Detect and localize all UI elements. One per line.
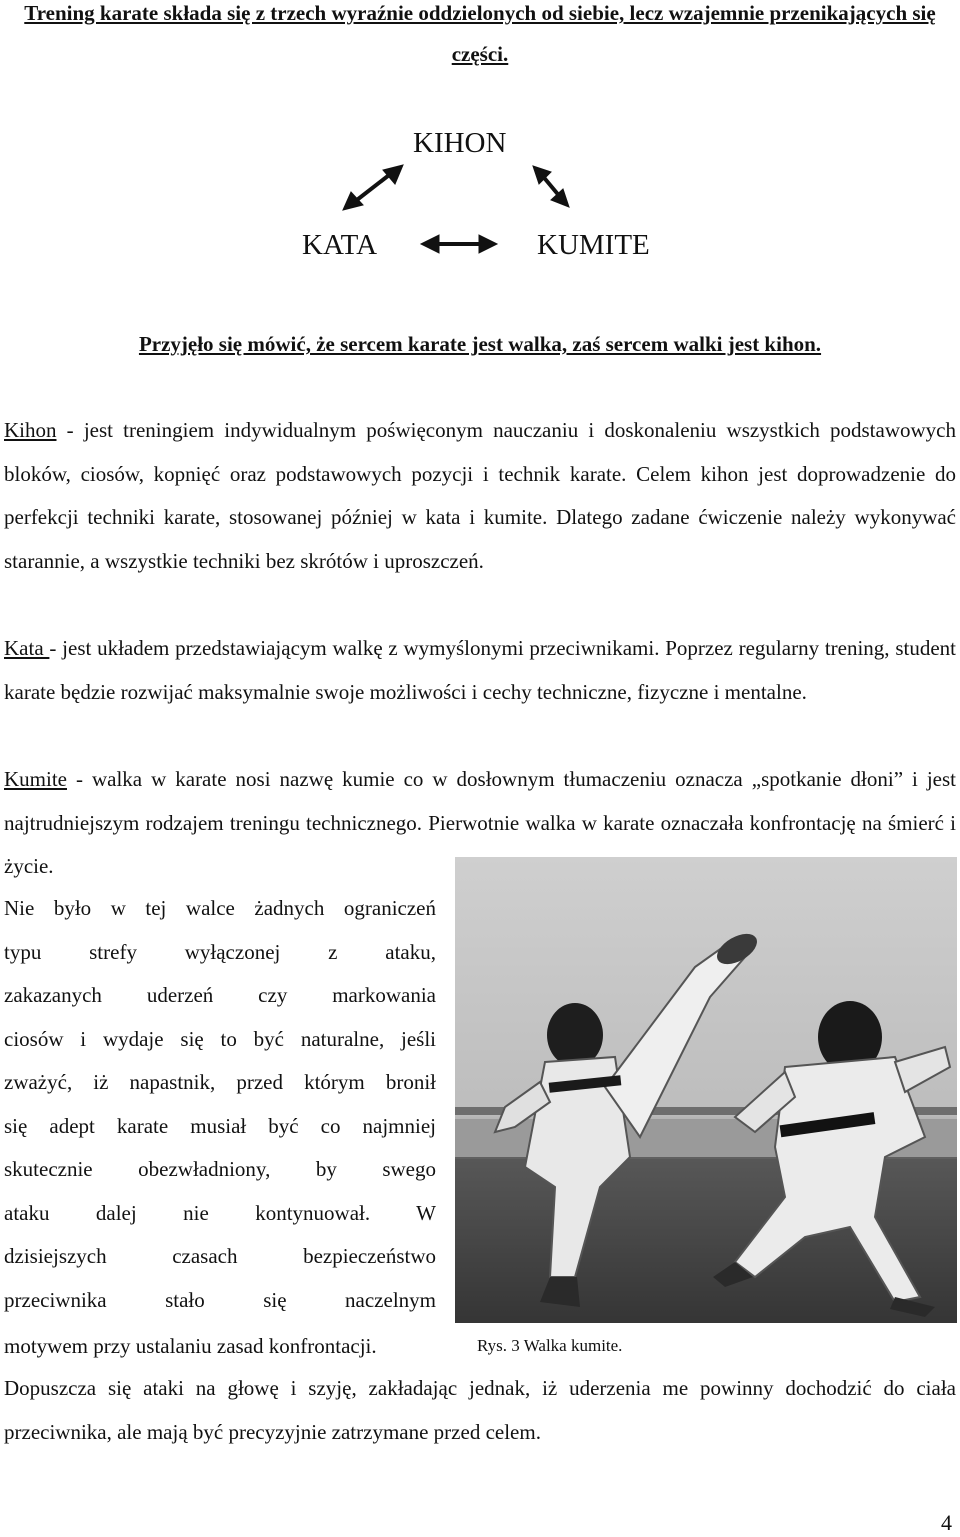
text-line: zważyć, iż napastnik, przed którym bronił — [4, 1070, 436, 1094]
kumite-text: - walka w karate nosi nazwę kumie co w dosłownym tłumaczeniu oznacza „spotkanie dłoni” i jest najtrudniejszym rodzajem treningu technicznego. Pierwotnie walka w karate oznaczała konfrontację na śmierć i życie. — [4, 767, 956, 878]
diagram-arrows — [335, 160, 575, 260]
left-column-text — [4, 887, 436, 1322]
kihon-label: Kihon — [4, 418, 57, 442]
text-line: się adept karate musiał być co najmniej — [4, 1113, 436, 1138]
diagram-kumite-label: KUMITE — [537, 229, 650, 261]
kihon-paragraph — [4, 409, 956, 583]
double-arrow-icon — [343, 165, 403, 210]
kata-label: Kata — [4, 636, 50, 660]
text-line: Nie było w tej walce żadnych ograniczeń — [4, 896, 436, 920]
diagram-kihon-label: KIHON — [413, 127, 507, 159]
text-line: dzisiejszych czasach bezpieczeństwo — [4, 1244, 436, 1268]
final-paragraph: Dopuszcza się ataki na głowę i szyję, zakładając jednak, iż uderzenia me powinny dochodzić do ciała przeciwnika, ale mają być precyzyjnie zatrzymane przed celem. — [4, 1376, 956, 1444]
page-number: 4 — [941, 1510, 952, 1535]
double-arrow-icon — [421, 235, 497, 253]
double-arrow-icon — [533, 166, 569, 207]
diagram-kata-label: KATA — [302, 229, 378, 261]
kata-paragraph — [4, 627, 956, 714]
text-line: zakazanych uderzeń czy markowania — [4, 983, 436, 1007]
text-line: przeciwnika stało się naczelnym — [4, 1287, 436, 1312]
left-column-last-line: motywem przy ustalaniu zasad konfrontacji. — [4, 1334, 377, 1358]
text-line: ciosów i wydaje się to być naturalne, jeśli — [4, 1026, 436, 1051]
kata-text: - jest układem przedstawiającym walkę z wymyślonymi przeciwnikami. Poprzez regularny trening, student karate będzie rozwijać maksymalnie swoje możliwości i cechy techniczne, fizyczne i mentalne. — [4, 636, 956, 704]
kihon-text: - jest treningiem indywidualnym poświęconym nauczaniu i doskonaleniu wszystkich podstawowych bloków, ciosów, kopnięć oraz podstawowych pozycji i technik karate. Celem kihon jest doprowadzenie do perfekcji techniki karate, stosowanej później w kata i kumite. Dlatego zadane ćwiczenie należy wykonywać starannie, a wszystkie techniki bez skrótów i uproszczeń. — [4, 418, 956, 573]
page-heading: Trening karate składa się z trzech wyraźnie oddzielonych od siebie, lecz wzajemnie przenikających się części. — [24, 1, 936, 66]
text-line: skutecznie obezwładniony, by swego — [4, 1157, 436, 1181]
kumite-label: Kumite — [4, 767, 67, 791]
text-line: typu strefy wyłączonej z ataku, — [4, 939, 436, 964]
kumite-photo — [455, 857, 957, 1323]
photo-caption: Rys. 3 Walka kumite. — [477, 1336, 623, 1355]
text-line: ataku dalej nie kontynuował. W — [4, 1200, 436, 1225]
motto: Przyjęło się mówić, że sercem karate jest walka, zaś sercem walki jest kihon. — [138, 332, 822, 356]
